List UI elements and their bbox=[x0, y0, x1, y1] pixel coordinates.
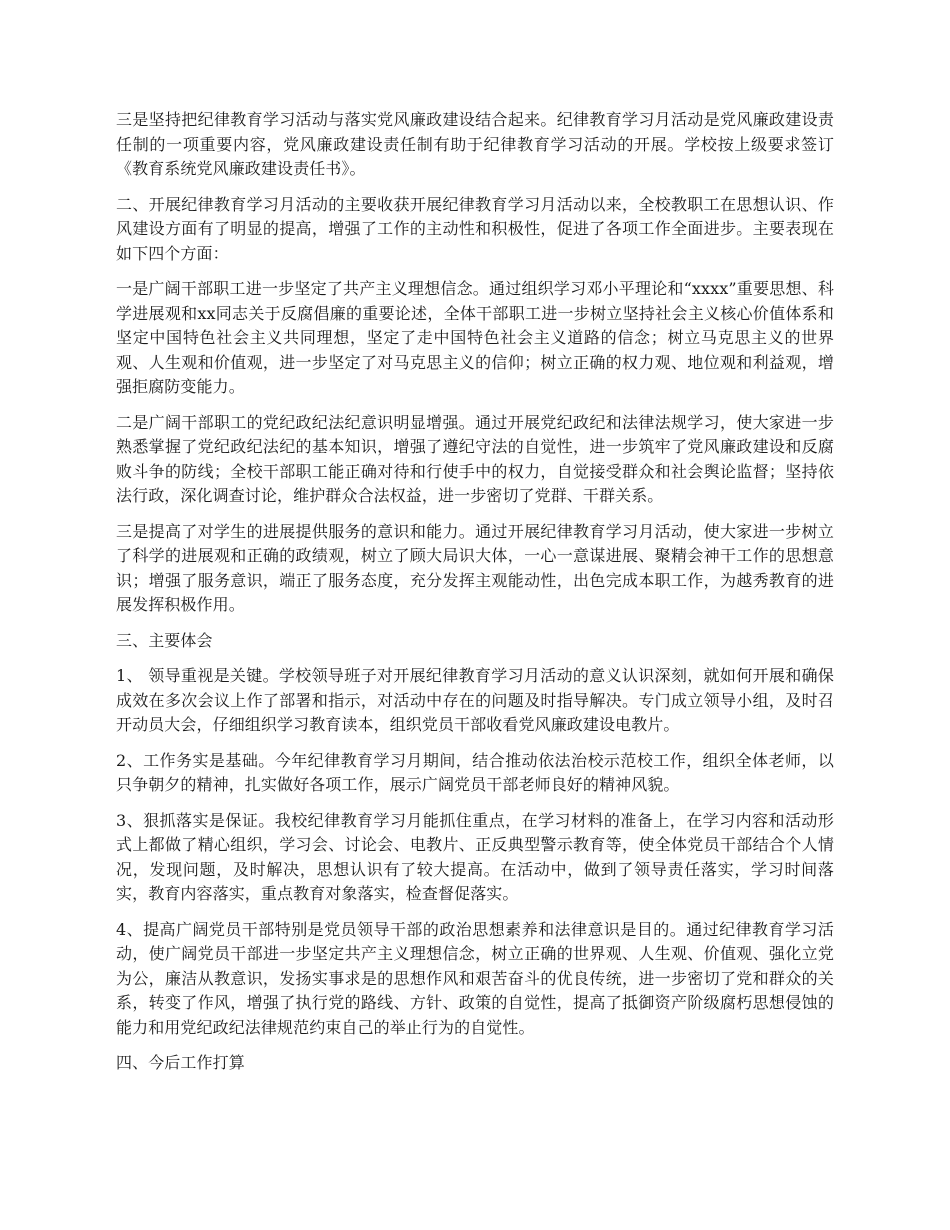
paragraph-implementation-guarantee: 3、狠抓落实是保证。我校纪律教育学习月能抓住重点，在学习材料的准备上，在学习内容和活动形式上都做了精心组织，学习会、讨论会、电教片、正反典型警示教育等，使全体党员干部结合个人情况，发现问题，及时解决，思想认识有了较大提高。在活动中，做到了领导责任落实，学习时间落实，教育内容落实，重点教育对象落实，检查督促落实。 bbox=[116, 810, 834, 903]
section-heading-main-experience: 三、主要体会 bbox=[116, 630, 213, 650]
paragraph-purpose: 4、提高广阔党员干部特别是党员领导干部的政治思想素养和法律意识是目的。通过纪律教育学习活动，使广阔党员干部进一步坚定共产主义理想信念，树立正确的世界观、人生观、价值观、强化立党为公，廉洁从教意识，发扬实事求是的思想作风和艰苦奋斗的优良传统，进一步密切了党和群众的关系，转变了作风，增强了执行党的路线、方针、政策的自觉性，提高了抵御资产阶级腐朽思想侵蚀的能力和用党纪政纪法律规范约束自己的举止行为的自觉性。 bbox=[116, 919, 834, 1037]
paragraph-main-gains: 二、开展纪律教育学习月活动的主要收获开展纪律教育学习月活动以来，全校教职工在思想认识、作风建设方面有了明显的提高，增强了工作的主动性和积极性，促进了各项工作全面进步。主要表现在如下四个方面： bbox=[116, 194, 834, 263]
paragraph-discipline-integrity: 三是坚持把纪律教育学习活动与落实党风廉政建设结合起来。纪律教育学习月活动是党风廉政建设责任制的一项重要内容，党风廉政建设责任制有助于纪律教育学习活动的开展。学校按上级要求签订《教育系统党风廉政建设责任书》。 bbox=[116, 110, 834, 178]
paragraph-ideals-beliefs: 一是广阔干部职工进一步坚定了共产主义理想信念。通过组织学习邓小平理论和“xxxx”重要思想、科学进展观和xx同志关于反腐倡廉的重要论述，全体干部职工进一步树立坚持社会主义核心价值体系和坚定中国特色社会主义共同理想，坚定了走中国特色社会主义道路的信念；树立马克思主义的世界观、人生观和价值观，进一步坚定了对马克思主义的信仰；树立正确的权力观、地位观和利益观，增强拒腐防变能力。 bbox=[116, 279, 834, 396]
paragraph-service-awareness: 三是提高了对学生的进展提供服务的意识和能力。通过开展纪律教育学习月活动，使大家进一步树立了科学的进展观和正确的政绩观，树立了顾大局识大体，一心一意谋进展、聚精会神干工作的思想意识；增强了服务意识，端正了服务态度，充分发挥主观能动性，出色完成本职工作，为越秀教育的进展发挥积极作用。 bbox=[116, 521, 834, 614]
paragraph-practical-foundation: 2、工作务实是基础。今年纪律教育学习月期间，结合推动依法治校示范校工作，组织全体老师，以只争朝夕的精神，扎实做好各项工作，展示广阔党员干部老师良好的精神风貌。 bbox=[116, 750, 834, 794]
paragraph-discipline-awareness: 二是广阔干部职工的党纪政纪法纪意识明显增强。通过开展党纪政纪和法律法规学习，使大家进一步熟悉掌握了党纪政纪法纪的基本知识，增强了遵纪守法的自觉性，进一步筑牢了党风廉政建设和反腐败斗争的防线；全校干部职工能正确对待和行使手中的权力，自觉接受群众和社会舆论监督；坚持依法行政，深化调查讨论，维护群众合法权益，进一步密切了党群、干群关系。 bbox=[116, 412, 834, 505]
document-body bbox=[116, 108, 834, 1087]
section-heading-future-plans: 四、今后工作打算 bbox=[116, 1053, 245, 1072]
paragraph-leadership-key: 1、 领导重视是关键。学校领导班子对开展纪律教育学习月活动的意义认识深刻，就如何开展和确保成效在多次会议上作了部署和指示，对活动中存在的问题及时指导解决。专门成立领导小组，及时召开动员大会，仔细组织学习教育读本，组织党员干部收看党风廉政建设电教片。 bbox=[116, 666, 834, 734]
